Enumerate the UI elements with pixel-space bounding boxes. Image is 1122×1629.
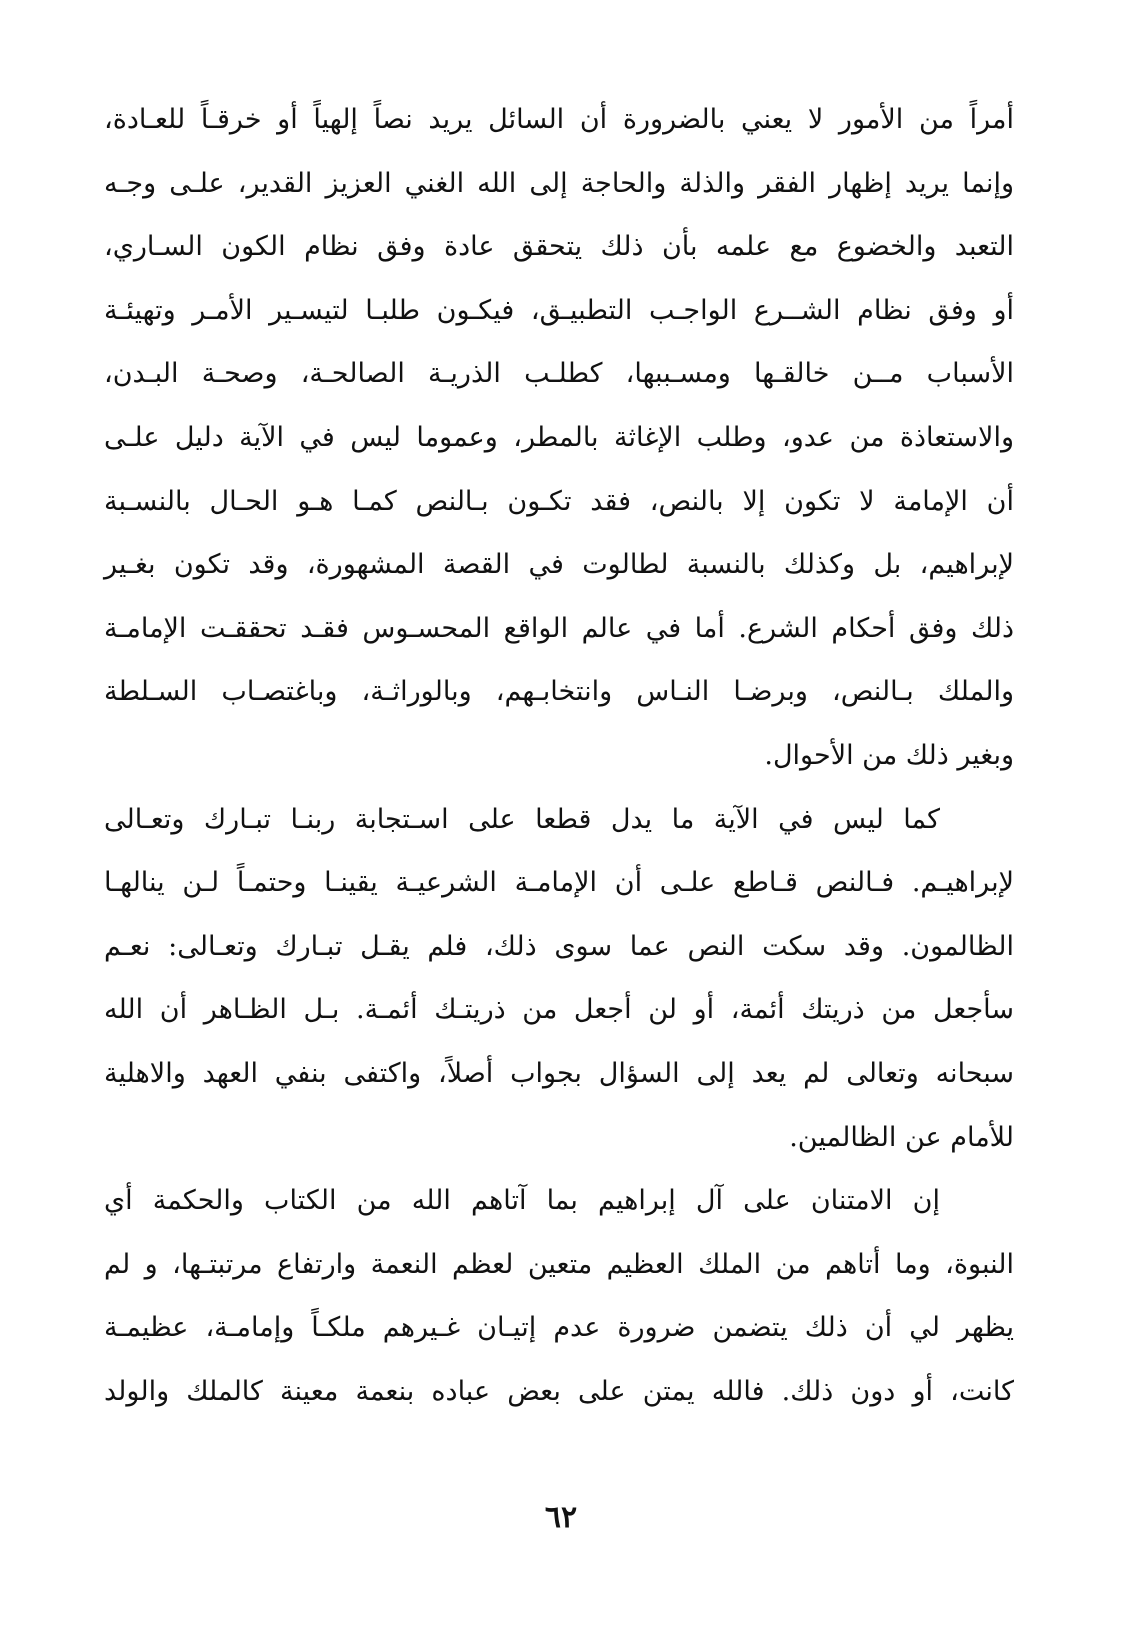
text-line: والملك بـالنص، وبرضـا النـاس وانتخابـهم، وبالوراثـة، وباغتصـاب السـلطة <box>104 676 1014 708</box>
text-line: سأجعل من ذريتك أئمة، أو لن أجعل من ذريتـك أئمـة. بـل الظـاهر أن الله <box>104 994 1014 1026</box>
text-line: سبحانه وتعالى لم يعد إلى السؤال بجواب أصلاً، واكتفى بنفي العهد والاهلية <box>104 1057 1014 1089</box>
text-line: النبوة، وما أتاهم من الملك العظيم متعين لعظم النعمة وارتفاع مرتبتـها، و لم <box>104 1248 1014 1280</box>
text-line: وبغير ذلك من الأحوال. <box>764 739 1014 771</box>
text-line: ذلك وفق أحكام الشرع. أما في عالم الواقع المحسـوس فقـد تحققـت الإمامـة <box>104 612 1014 644</box>
body-text <box>104 88 1014 1423</box>
text-line: وإنما يريد إظهار الفقر والذلة والحاجة إلى الله الغني العزيز القدير، علـى وجـه <box>104 167 1014 199</box>
text-line: الظالمون. وقد سكت النص عما سوى ذلك، فلم يقـل تبـارك وتعـالى: نعـم <box>104 930 1014 962</box>
text-line: أو وفق نظام الشــرع الواجـب التطبيـق، فيكـون طلبـا لتيسـير الأمـر وتهيئـة <box>104 294 1014 326</box>
paragraph-first-line: إن الامتنان على آل إبراهيم بما آتاهم الله من الكتاب والحكمة أي <box>104 1185 940 1217</box>
text-line: أمراً من الأمور لا يعني بالضرورة أن السائل يريد نصاً إلهياً أو خرقـاً للعـادة، <box>104 104 1014 135</box>
text-line: يظهر لي أن ذلك يتضمن ضرورة عدم إتيـان غـيرهم ملكـاً وإمامـة، عظيمـة <box>104 1312 1014 1344</box>
text-line: لإبراهيم، بل وكذلك بالنسبة لطالوت في القصة المشهورة، وقد تكون بغـير <box>104 549 1014 581</box>
text-line: كانت، أو دون ذلك. فالله يمتن على بعض عباده بنعمة معينة كالملك والولد <box>104 1375 1014 1407</box>
text-line: للأمام عن الظالمين. <box>789 1121 1014 1153</box>
text-line: الأسباب مــن خالقـها ومسـببها، كطلـب الذريـة الصالحـة، وصحـة البـدن، <box>104 358 1014 390</box>
text-line: والاستعاذة من عدو، وطلب الإغاثة بالمطر، وعموما ليس في الآية دليل علـى <box>104 421 1014 453</box>
text-line: لإبراهيـم. فـالنص قـاطع علـى أن الإمامـة الشرعيـة يقينـا وحتمـاً لـن ينالهـا <box>104 867 1014 899</box>
text-line: التعبد والخضوع مع علمه بأن ذلك يتحقق عادة وفق نظام الكون السـاري، <box>104 231 1014 263</box>
paragraph-first-line: كما ليس في الآية ما يدل قطعا على اسـتجابة ربنـا تبـارك وتعـالى <box>104 803 940 835</box>
text-line: أن الإمامة لا تكون إلا بالنص، فقد تكـون بـالنص كمـا هـو الحـال بالنسـبة <box>104 485 1014 517</box>
page-number: ٦٢ <box>544 1500 578 1535</box>
